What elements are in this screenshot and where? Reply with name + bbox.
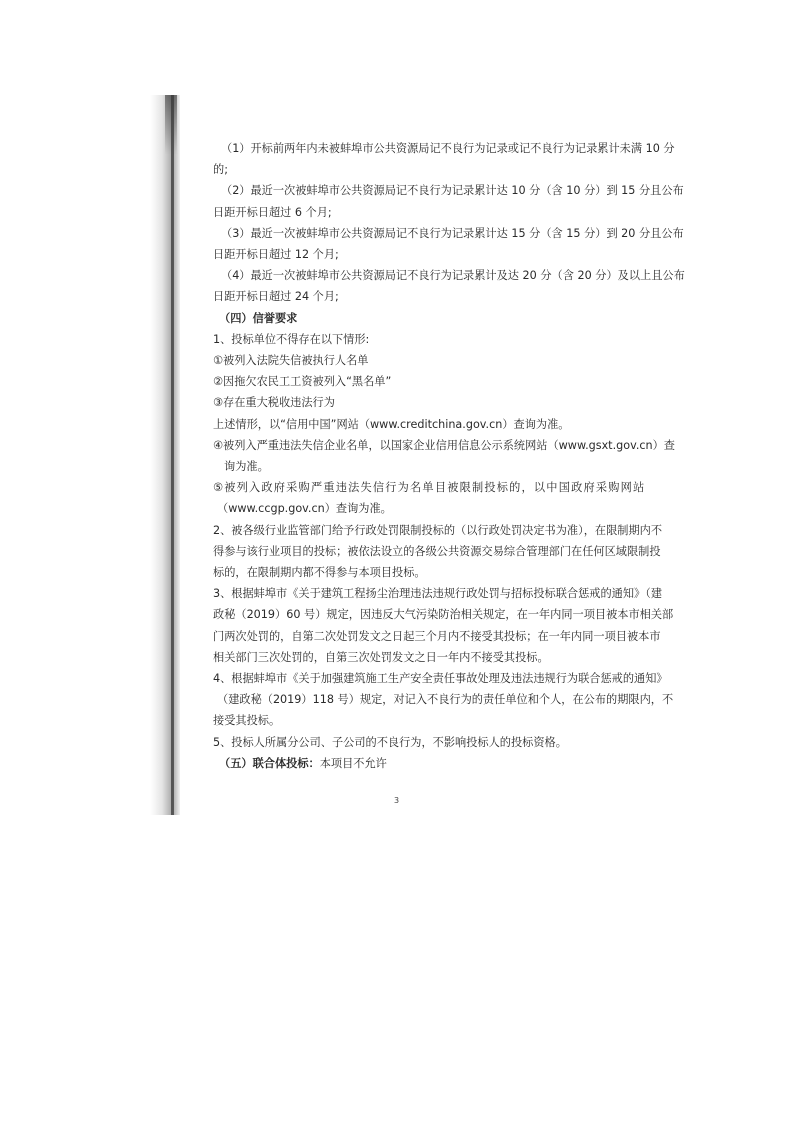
item-2-line-1: 2、被各级行业监管部门给予行政处罚限制投标的（以行政处罚决定书为准），在限制期内不 <box>213 523 663 537</box>
item-4-line-1: 4、根据蚌埠市《关于加强建筑施工生产安全责任事故处理及违法违规行为联合惩戒的通知》 <box>213 672 668 686</box>
item-4-line-3: 接受其投标。 <box>213 714 281 728</box>
clause-1-line-2: 的; <box>213 163 228 177</box>
clause-2-line-2: 日距开标日超过 6 个月; <box>213 205 332 219</box>
item-3-line-1: 3、根据蚌埠市《关于建筑工程扬尘治理违法违规行政处罚与招标投标联合惩戒的通知》（建 <box>213 587 663 601</box>
page-number: 3 <box>393 796 400 805</box>
item-1-note: 上述情形，以“信用中国”网站（www.creditchina.gov.cn）查询为准。 <box>213 417 570 431</box>
clause-3-line-2: 日距开标日超过 12 个月; <box>213 248 339 262</box>
item-1-a: ①被列入法院失信被执行人名单 <box>213 354 369 368</box>
item-3-line-2: 政秘（2019）60 号）规定，因违反大气污染防治相关规定，在一年内同一项目被本市相关部 <box>213 608 674 622</box>
scan-shadow <box>150 95 180 815</box>
item-4-line-2: （建政秘（2019）118 号）规定，对记入不良行为的责任单位和个人，在公布的期限内，不 <box>217 693 674 707</box>
item-1-e-line-1: ⑤被列入政府采购严重违法失信行为名单目被限制投标的，以中国政府采购网站 <box>213 481 646 495</box>
document-body <box>213 138 685 774</box>
item-3-line-4: 相关部门三次处罚的，自第三次处罚发文之日一年内不接受其投标。 <box>213 650 549 664</box>
section-heading-credit: （四）信誉要求 <box>219 311 298 325</box>
scan-edge <box>171 95 174 815</box>
item-1-b: ②因拖欠农民工工资被列入“黑名单” <box>213 375 392 389</box>
item-1-c: ③存在重大税收违法行为 <box>213 396 335 410</box>
item-1-heading: 1、投标单位不得存在以下情形: <box>213 332 370 346</box>
item-1-d-line-1: ④被列入严重违法失信企业名单，以国家企业信用信息公示系统网站（www.gsxt.gov.cn）查 <box>213 438 675 452</box>
item-5: 5、投标人所属分公司、子公司的不良行为，不影响投标人的投标资格。 <box>213 735 567 749</box>
consortium-label: （五）联合体投标： <box>219 756 320 770</box>
item-3-line-3: 门两次处罚的，自第二次处罚发文之日起三个月内不接受其投标；在一年内同一项目被本市 <box>213 629 661 643</box>
item-1-e-line-2: （www.ccgp.gov.cn）查询为准。 <box>217 502 392 516</box>
clause-4-line-2: 日距开标日超过 24 个月; <box>213 290 339 304</box>
clause-2-line-1: （2）最近一次被蚌埠市公共资源局记不良行为记录累计达 10 分（含 10 分）到 15 分且公布 <box>221 184 684 198</box>
item-2-line-2: 得参与该行业项目的投标；被依法设立的各级公共资源交易综合管理部门在任何区域限制投 <box>213 544 661 558</box>
item-2-line-3: 标的，在限制期内都不得参与本项目投标。 <box>213 566 426 580</box>
consortium-value: 本项目不允许 <box>319 756 387 770</box>
clause-4-line-1: （4）最近一次被蚌埠市公共资源局记不良行为记录累计及达 20 分（含 20 分）及以上且公布 <box>221 269 685 283</box>
clause-1-line-1: （1）开标前两年内未被蚌埠市公共资源局记不良行为记录或记不良行为记录累计未满 10 分 <box>221 142 675 155</box>
clause-3-line-1: （3）最近一次被蚌埠市公共资源局记不良行为记录累计达 15 分（含 15 分）到 20 分且公布 <box>221 226 684 240</box>
section-heading-consortium <box>213 753 653 774</box>
item-1-d-line-2: 询为准。 <box>224 460 269 474</box>
